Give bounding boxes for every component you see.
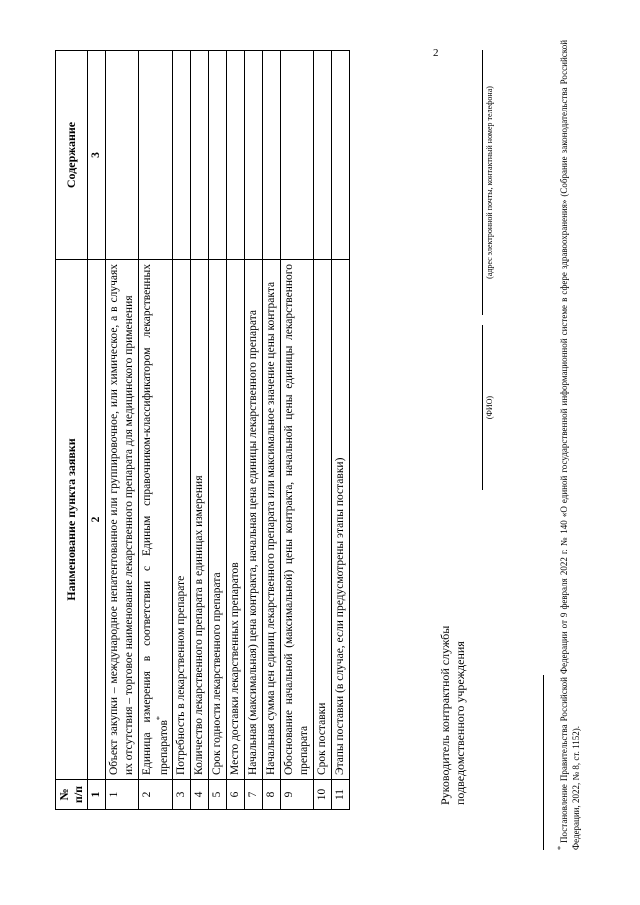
row-num: 6 — [227, 780, 245, 810]
row-content — [173, 51, 191, 260]
table-row — [173, 51, 191, 810]
footnote-mark: * — [556, 846, 565, 850]
table-row — [245, 51, 263, 810]
table-row — [280, 51, 313, 810]
row-name: Количество лекарственного препарата в единицах измерения — [191, 260, 209, 780]
row-num: 8 — [262, 780, 280, 810]
row-name — [138, 260, 173, 780]
row-name: Начальная (максимальная) цена контракта, начальная цена единицы лекарственного препарата — [245, 260, 263, 780]
row-name: Объект закупки – международное непатентованное или группировочное, или химическое, а в случаях их отсутствия – торговое наименование лекарственного препарата для медицинского применения — [105, 260, 138, 780]
row-num: 3 — [173, 780, 191, 810]
row-content — [138, 51, 173, 260]
table-row — [227, 51, 245, 810]
header-content: Содержание — [56, 51, 88, 260]
table-row — [331, 51, 349, 810]
row-num: 10 — [313, 780, 331, 810]
row-name: Обоснование начальной (максимальной) цены контракта, начальной цены единицы лекарственного препарата — [280, 260, 313, 780]
row-content — [245, 51, 263, 260]
row-num: 7 — [245, 780, 263, 810]
row-num: 11 — [331, 780, 349, 810]
row-name: Этапы поставки (в случае, если предусмотрены этапы поставки) — [331, 260, 349, 780]
index-cell: 3 — [87, 51, 105, 260]
header-num: № п/п — [56, 780, 88, 810]
fio-signature-line — [482, 325, 483, 490]
row-name: Место доставки лекарственных препаратов — [227, 260, 245, 780]
row-content — [331, 51, 349, 260]
index-cell: 2 — [87, 260, 105, 780]
table-header-row — [56, 51, 88, 810]
signature-title-line: подведомственного учреждения — [453, 641, 467, 805]
contact-caption: (адрес электронной почты, контактный номер телефона) — [485, 86, 494, 279]
table-row — [313, 51, 331, 810]
row-content — [262, 51, 280, 260]
fio-caption: (ФИО) — [485, 395, 494, 420]
row-content — [313, 51, 331, 260]
row-num: 9 — [280, 780, 313, 810]
application-table — [55, 50, 350, 810]
row-name: Срок годности лекарственного препарата — [209, 260, 227, 780]
row-name: Начальная сумма цен единиц лекарственного препарата или максимальное значение цены контракта — [262, 260, 280, 780]
header-name: Наименование пункта заявки — [56, 260, 88, 780]
row-num: 1 — [105, 780, 138, 810]
row-num: 5 — [209, 780, 227, 810]
row-num: 4 — [191, 780, 209, 810]
table-row — [209, 51, 227, 810]
table-row — [105, 51, 138, 810]
footnote-ref: * — [154, 716, 164, 721]
row-content — [280, 51, 313, 260]
row-content — [191, 51, 209, 260]
row-name-text: Единица измерения в соответствии с Единым справочником-классификатором лекарственных препаратов — [140, 264, 170, 775]
signature-title-line: Руководитель контрактной службы — [438, 625, 452, 805]
footnote — [556, 40, 582, 850]
contact-signature-line — [482, 50, 483, 315]
table-row — [191, 51, 209, 810]
row-name: Срок поставки — [313, 260, 331, 780]
row-content — [105, 51, 138, 260]
row-name: Потребность в лекарственном препарате — [173, 260, 191, 780]
signature-title — [438, 485, 468, 805]
table-row — [262, 51, 280, 810]
row-content — [227, 51, 245, 260]
footnote-text: Постановление Правительства Российской Федерации от 9 февраля 2022 г. № 140 «О единой государственной информационной системе в сфере здравоохранения» (Собрание законодательства Российской Федерации, 2022, № 8, ст. 1152). — [559, 39, 581, 850]
footnote-separator — [543, 675, 544, 850]
table-row — [138, 51, 173, 810]
page-number: 2 — [433, 47, 439, 59]
row-content — [209, 51, 227, 260]
index-cell: 1 — [87, 780, 105, 810]
row-num: 2 — [138, 780, 173, 810]
column-index-row — [87, 51, 105, 810]
